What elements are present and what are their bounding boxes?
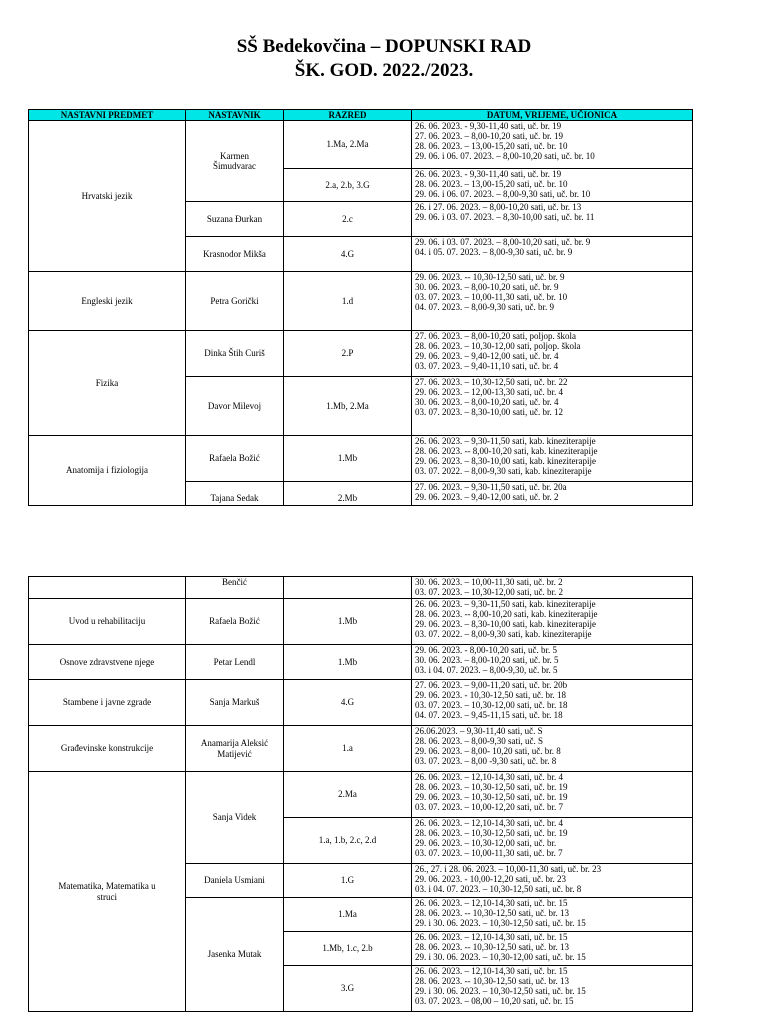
schedule-table-2 — [28, 576, 693, 1012]
class-cell: 1.Mb — [284, 599, 412, 645]
subject-cell — [29, 577, 186, 599]
teacher-cell: Sanja Videk — [186, 772, 284, 864]
subject-cell: Građevinske konstrukcije — [29, 726, 186, 772]
header-subject: NASTAVNI PREDMET — [29, 110, 186, 121]
table-row — [29, 680, 693, 726]
datetime-cell: 29. 06. 2023. - 8,00-10,20 sati, uč. br. 5 30. 06. 2023. – 8,00-10,20 sati, uč. br. 5 03. i 04. 07. 2023. – 8,00-9,30, uč. br. 5 — [412, 645, 693, 680]
header-row — [29, 110, 693, 121]
header-class: RAZRED — [284, 110, 412, 121]
datetime-cell: 26. 06. 2023. – 12,10-14,30 sati, uč. br. 4 28. 06. 2023. – 10,30-12,50 sati, uč. br. 19 29. 06. 2023. – 10,30-12,00 sati, uč. br. 03. 07. 2023. – 10,00-11,30 sati, uč. br. 7 — [412, 818, 693, 864]
datetime-cell: 26. 06. 2023. – 12,10-14,30 sati, uč. br. 15 28. 06. 2023. -- 10,30-12,50 sati, uč. br. 13 29. i 30. 06. 2023. – 10,30-12,50 sati, uč. br. 15 03. 07. 2023. – 08,00 – 10,20 sati, uč. br. 15 — [412, 966, 693, 1012]
class-cell: 3.G — [284, 966, 412, 1012]
datetime-cell: 27. 06. 2023. – 9,30-11,50 sati, uč. br. 20a 29. 06. 2023. – 9,40-12,00 sati, uč. br. 2 — [412, 482, 693, 506]
class-cell: 1.Mb, 1.c, 2.b — [284, 932, 412, 966]
class-cell: 1.a, 1.b, 2.c, 2.d — [284, 818, 412, 864]
class-cell — [284, 577, 412, 599]
class-cell: 1.Ma, 2.Ma — [284, 121, 412, 169]
header-datetime: DATUM, VRIJEME, UČIONICA — [412, 110, 693, 121]
subject-cell: Anatomija i fiziologija — [29, 436, 186, 506]
class-cell: 1.Ma — [284, 898, 412, 932]
datetime-cell: 26. 06. 2023. – 12,10-14,30 sati, uč. br. 15 28. 06. 2023. -- 10,30-12,50 sati, uč. br. 13 29. i 30. 06. 2023. – 10,30-12,00 sati, uč. br. 15 — [412, 932, 693, 966]
subject-cell: Fizika — [29, 331, 186, 436]
class-cell: 1.Mb — [284, 436, 412, 482]
datetime-cell: 26. 06. 2023. – 12,10-14,30 sati, uč. br. 4 28. 06. 2023. – 10,30-12,50 sati, uč. br. 19 29. 06. 2023. – 10,30-12,50 sati, uč. br. 19 03. 07. 2023. – 10,00-12,20 sati, uč. br. 7 — [412, 772, 693, 818]
class-cell: 2.a, 2.b, 3.G — [284, 169, 412, 202]
datetime-cell: 27. 06. 2023. – 9,00-11,20 sati, uč. br. 20b 29. 06. 2023. - 10,30-12,50 sati, uč. br. 18 03. 07. 2023. – 10,30-12,00 sati, uč. br. 18 04. 07. 2023. – 9,45-11,15 sati, uč. br. 18 — [412, 680, 693, 726]
datetime-cell: 26. 06. 2023. - 9,30-11,40 sati, uč. br. 19 27. 06. 2023. – 8,00-10,20 sati, uč. br. 19 28. 06. 2023. – 13,00-15,20 sati, uč. br. 10 29. 06. i 06. 07. 2023. – 8,00-10,20 sati, uč. br. 10 — [412, 121, 693, 169]
class-cell: 1.d — [284, 272, 412, 331]
table-row — [29, 726, 693, 772]
datetime-cell: 27. 06. 2023. – 8,00-10,20 sati, poljop. škola 28. 06. 2023. – 10,30-12,00 sati, poljop. škola 29. 06. 2023. – 9,40-12,00 sati, uč. br. 4 03. 07. 2023. – 9,40-11,10 sati, uč. br. 4 — [412, 331, 693, 377]
teacher-cell: Krasnodor Mikša — [186, 237, 284, 272]
datetime-cell: 29. 06. 2023. -- 10,30-12,50 sati, uč. br. 9 30. 06. 2023. – 8,00-10,20 sati, uč. br. 9 03. 07. 2023. – 10,00-11,30 sati, uč. br. 10 04. 07. 2023. – 8,00-9,30 sati, uč. br. 9 — [412, 272, 693, 331]
teacher-cell: Daniela Usmiani — [186, 864, 284, 898]
datetime-cell: 26. 06. 2023. - 9,30-11,40 sati, uč. br. 19 28. 06. 2023. – 13,00-15,20 sati, uč. br. 10 29. 06. i 06. 07. 2023. – 8,00-9,30 sati, uč. br. 10 — [412, 169, 693, 202]
subject-cell: Osnove zdravstvene njege — [29, 645, 186, 680]
datetime-cell: 26. i 27. 06. 2023. – 8,00-10,20 sati, uč. br. 13 29. 06. i 03. 07. 2023. – 8,30-10,00 sati, uč. br. 11 — [412, 202, 693, 237]
class-cell: 1.Mb, 2.Ma — [284, 377, 412, 436]
class-cell: 2.c — [284, 202, 412, 237]
class-cell: 4.G — [284, 680, 412, 726]
datetime-cell: 26. 06. 2023. – 9,30-11,50 sati, kab. kineziterapije 28. 06. 2023. -- 8,00-10,20 sati, kab. kineziterapije 29. 06. 2023. – 8,30-10,00 sati, kab. kineziterapije 03. 07. 2022. – 8,00-9,30 sati, kab. kineziterapije — [412, 599, 693, 645]
datetime-cell: 29. 06. i 03. 07. 2023. – 8,00-10,20 sati, uč. br. 9 04. i 05. 07. 2023. – 8,00-9,30 sati, uč. br. 9 — [412, 237, 693, 272]
table-row — [29, 772, 693, 818]
class-cell: 2.P — [284, 331, 412, 377]
datetime-cell: 26.06.2023. – 9,30-11,40 sati, uč. S 28. 06. 2023. – 8,00-9,30 sati, uč. S 29. 06. 2023. – 8,00- 10,20 sati, uč. br. 8 03. 07. 2023. – 8,00 -9,30 sati, uč. br. 8 — [412, 726, 693, 772]
subject-cell: Stambene i javne zgrade — [29, 680, 186, 726]
subject-cell: Uvod u rehabilitaciju — [29, 599, 186, 645]
subject-cell: Matematika, Matematika u struci — [29, 772, 186, 1012]
table-row — [29, 599, 693, 645]
teacher-cell: Rafaela Božić — [186, 599, 284, 645]
teacher-cell: Petar Lendl — [186, 645, 284, 680]
teacher-cell: Dinka Štih Curiš — [186, 331, 284, 377]
school-year-title: ŠK. GOD. 2022./2023. — [294, 60, 474, 81]
datetime-cell: 30. 06. 2023. – 10,00-11,30 sati, uč. br. 2 03. 07. 2023. – 10,30-12,00 sati, uč. br. 2 — [412, 577, 693, 599]
class-cell: 1.Mb — [284, 645, 412, 680]
teacher-cell: Rafaela Božić — [186, 436, 284, 482]
datetime-cell: 26. 06. 2023. – 12,10-14,30 sati, uč. br. 15 28. 06. 2023. -- 10,30-12,50 sati, uč. br. 13 29. i 30. 06. 2023. – 10,30-12,50 sati, uč. br. 15 — [412, 898, 693, 932]
document-title: SŠ Bedekovčina – DOPUNSKI RAD — [236, 36, 532, 57]
class-cell: 2.Mb — [284, 482, 412, 506]
header-teacher: NASTAVNIK — [186, 110, 284, 121]
teacher-cell: Karmen Šimudvarac — [186, 121, 284, 202]
subject-cell: Hrvatski jezik — [29, 121, 186, 272]
datetime-cell: 27. 06. 2023. – 10,30-12,50 sati, uč. br. 22 29. 06. 2023. – 12,00-13,30 sati, uč. br. 4 30. 06. 2023. – 8,00-10,20 sati, uč. br. 4 03. 07. 2023. – 8,30-10,00 sati, uč. br. 12 — [412, 377, 693, 436]
table-row — [29, 121, 693, 169]
class-cell: 2.Ma — [284, 772, 412, 818]
table-row — [29, 645, 693, 680]
teacher-cell: Tajana Sedak — [186, 482, 284, 506]
class-cell: 1.G — [284, 864, 412, 898]
teacher-cell: Suzana Đurkan — [186, 202, 284, 237]
table-row — [29, 436, 693, 482]
table-row — [29, 577, 693, 599]
datetime-cell: 26., 27. i 28. 06. 2023. – 10,00-11,30 sati, uč. br. 23 29. 06. 2023. - 10,00-12,20 sati, uč. br. 23 03. i 04. 07. 2023. – 10,30-12,50 sati, uč. br. 8 — [412, 864, 693, 898]
class-cell: 1.a — [284, 726, 412, 772]
teacher-cell: Benčić — [186, 577, 284, 599]
table-row — [29, 331, 693, 377]
teacher-cell: Jasenka Mutak — [186, 898, 284, 1012]
subject-cell: Engleski jezik — [29, 272, 186, 331]
teacher-cell: Sanja Markuš — [186, 680, 284, 726]
teacher-cell: Petra Gorički — [186, 272, 284, 331]
schedule-table-1 — [28, 109, 693, 506]
datetime-cell: 26. 06. 2023. – 9,30-11,50 sati, kab. kineziterapije 28. 06. 2023. -- 8,00-10,20 sati, kab. kineziterapije 29. 06. 2023. – 8,30-10,00 sati, kab. kineziterapije 03. 07. 2022. – 8,00-9,30 sati, kab. kineziterapije — [412, 436, 693, 482]
table-row — [29, 272, 693, 331]
teacher-cell: Anamarija Aleksić Matijević — [186, 726, 284, 772]
class-cell: 4.G — [284, 237, 412, 272]
teacher-cell: Davor Milevoj — [186, 377, 284, 436]
